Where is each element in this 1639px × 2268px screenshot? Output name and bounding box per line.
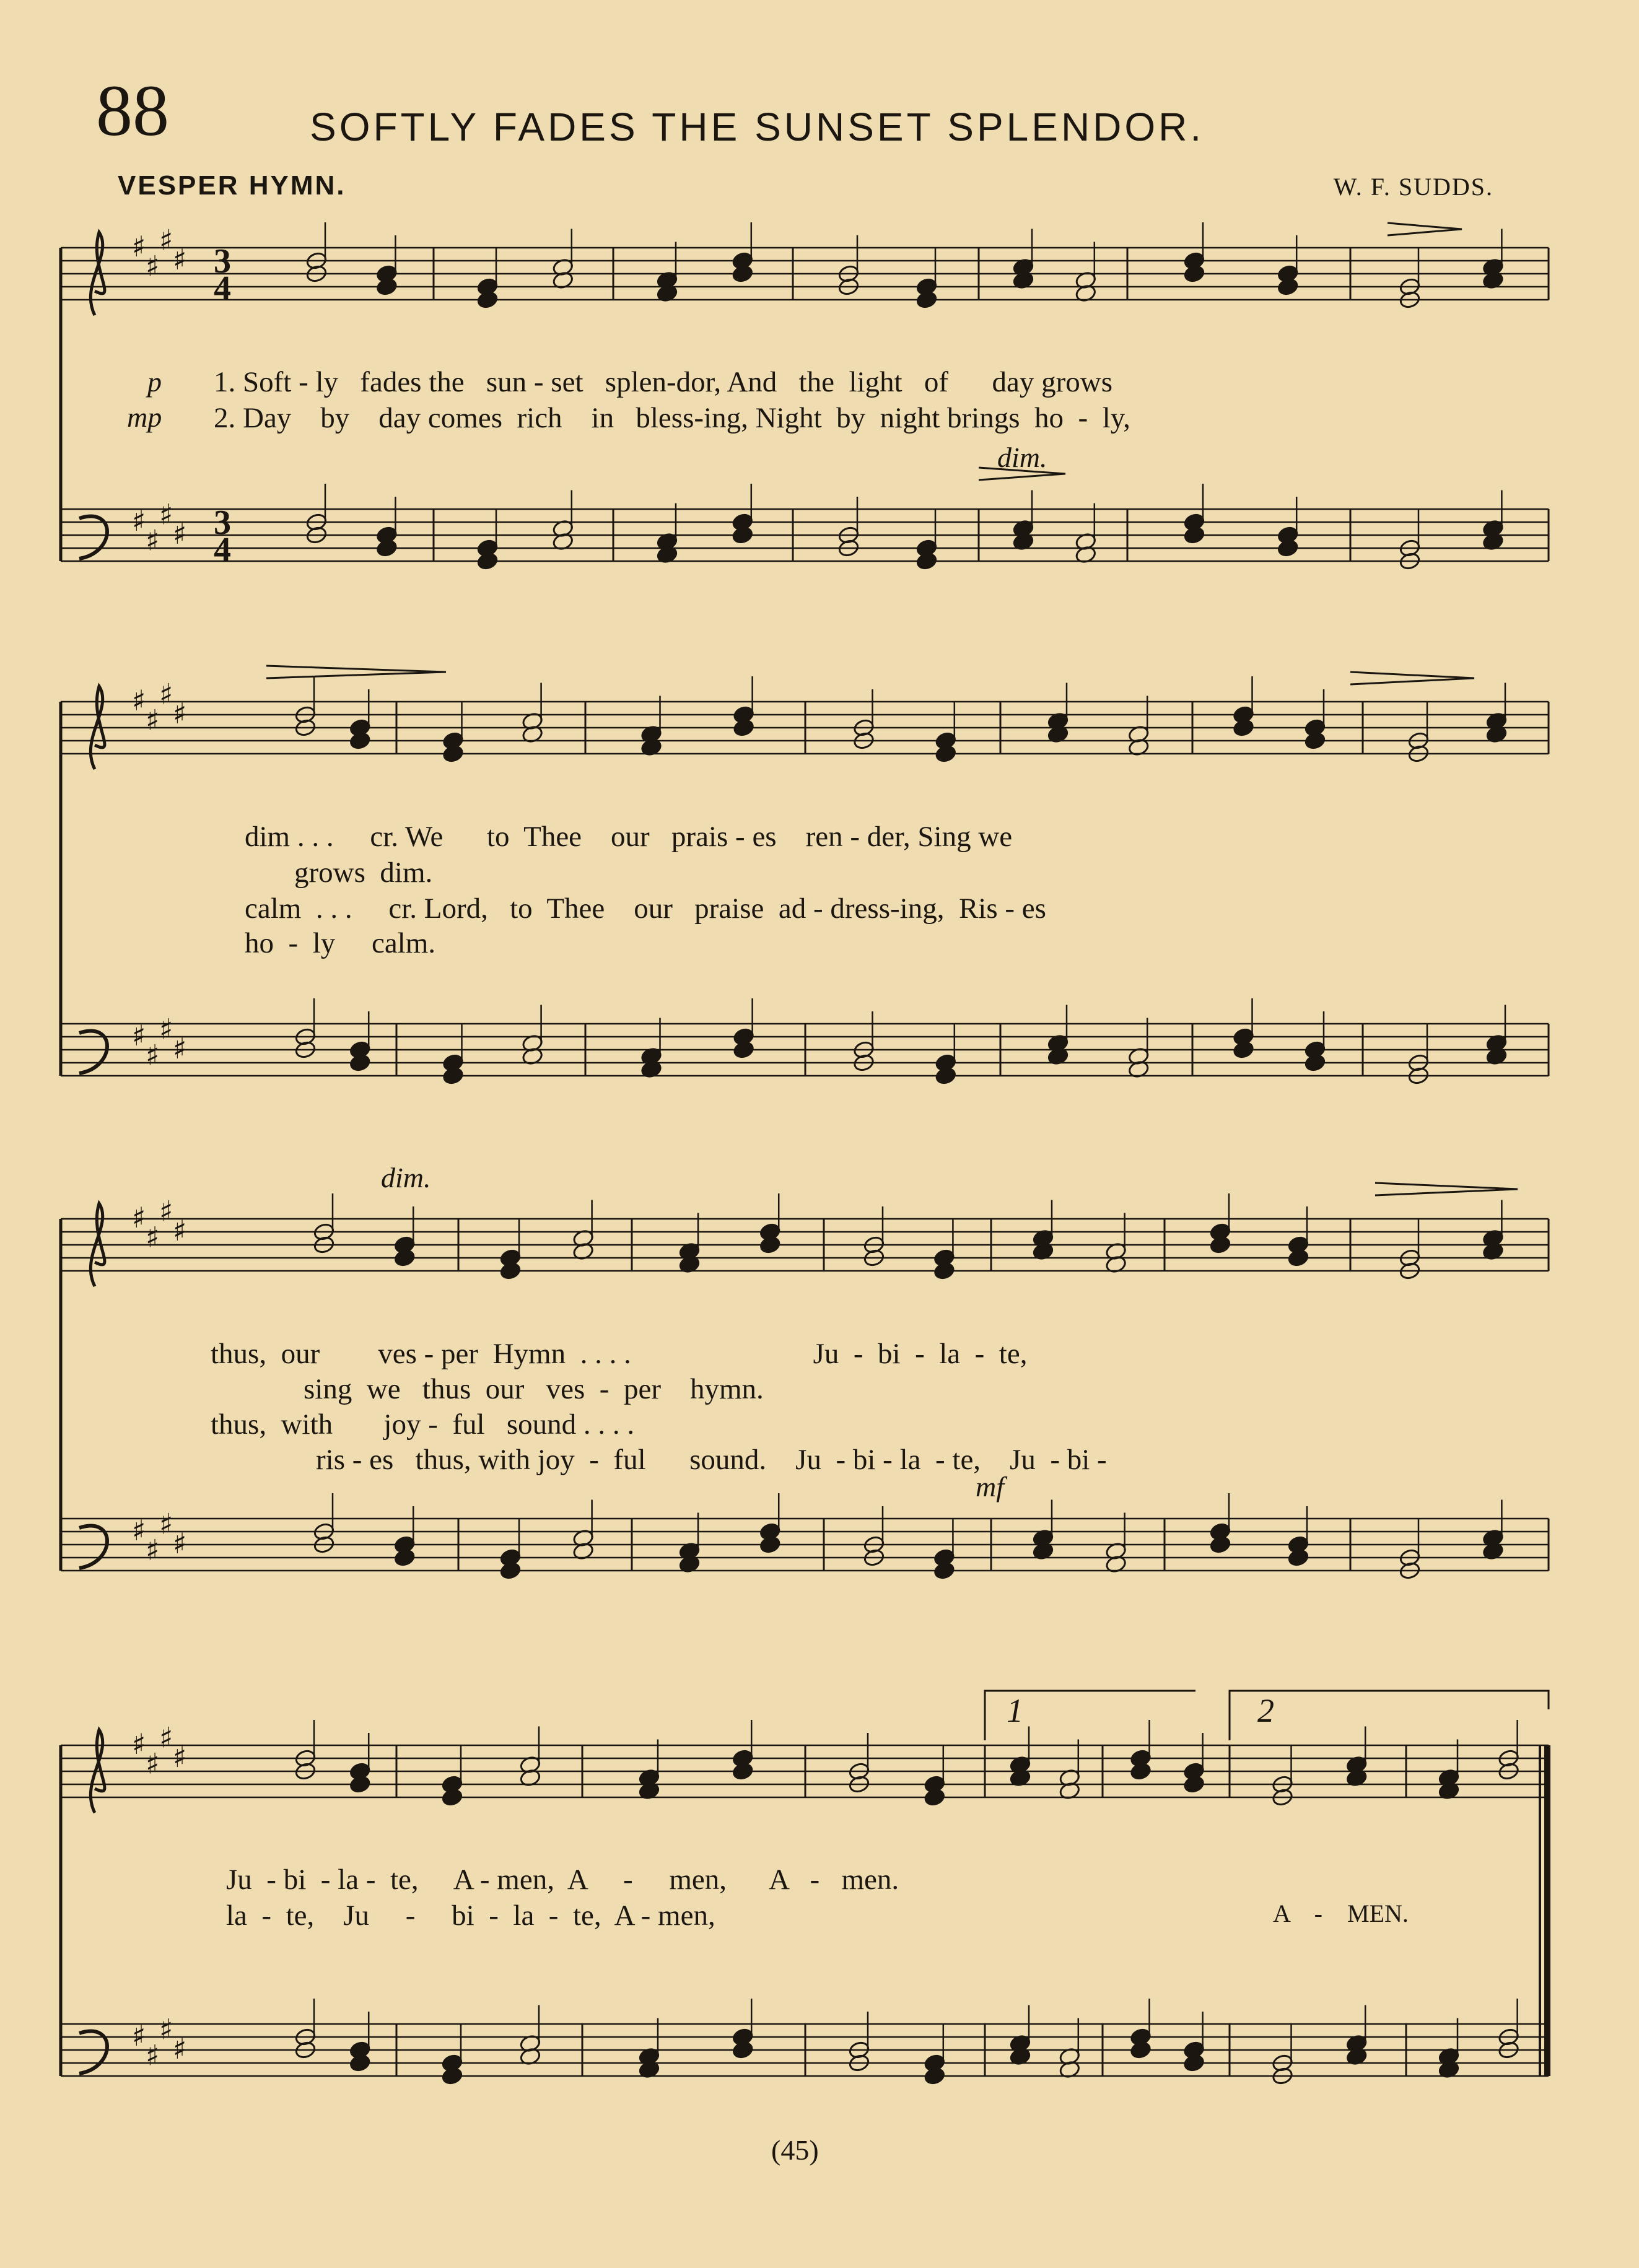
treble-notehead [349,1775,371,1794]
lyric-line: dim . . . cr. We to Thee our prais - es ren - der, Sing we [245,821,1013,853]
hymn-number: 88 [96,70,169,151]
treble-notehead [732,1762,754,1781]
bass-notehead [376,539,398,558]
dynamic-hairpin [1388,223,1462,235]
sharp-sign: ♯ [132,1514,146,1547]
bass-notehead [916,552,938,571]
sharp-sign: ♯ [146,1533,160,1567]
sharp-sign: ♯ [146,523,160,557]
treble-notehead [499,1262,522,1281]
sharp-sign: ♯ [159,1721,173,1755]
dynamic-hairpin [1350,672,1474,684]
first-ending-number: 1 [1007,1692,1023,1729]
dynamic-mezzo-piano: mp [127,401,162,433]
treble-notehead [933,1262,956,1281]
lyric-line: 1. Soft - ly fades the sun - set splen-dor, And the light of day grows [214,366,1113,398]
dim-marking: dim. [997,442,1047,473]
lyric-line: calm . . . cr. Lord, to Thee our praise ad - dress-ing, Ris - es [245,892,1046,925]
treble-notehead [1304,731,1326,751]
treble-notehead [349,731,371,751]
sharp-sign: ♯ [132,1727,146,1761]
sharp-sign: ♯ [132,504,146,538]
sharp-sign: ♯ [159,2012,173,2046]
treble-notehead [1209,1236,1231,1255]
bass-notehead [933,1561,956,1581]
second-ending-bracket [1230,1691,1549,1740]
dynamic-piano: p [147,366,162,398]
bass-notehead [1183,2054,1205,2073]
bass-notehead [499,1561,522,1581]
sharp-sign: ♯ [146,703,160,737]
sharp-sign: ♯ [132,2019,146,2052]
treble-notehead [732,264,754,284]
tune-name: VESPER HYMN. [118,170,346,201]
sharp-sign: ♯ [173,1527,187,1560]
sharp-sign: ♯ [159,223,173,257]
sharp-sign: ♯ [173,1032,187,1065]
hymn-title: SOFTLY FADES THE SUNSET SPLENDOR. [310,105,1205,149]
sharp-sign: ♯ [146,1220,160,1254]
sharp-sign: ♯ [173,1740,187,1774]
treble-notehead [1183,264,1205,284]
bass-notehead [1287,1548,1309,1568]
bass-notehead [1304,1053,1326,1073]
bass-notehead [1233,1040,1255,1060]
time-sig-bass: 4 [214,531,231,569]
treble-notehead [916,290,938,310]
sharp-sign: ♯ [132,1019,146,1052]
dynamic-hairpin [1375,1183,1518,1195]
sharp-sign: ♯ [173,1214,187,1247]
bass-notehead [759,1535,781,1555]
treble-notehead [476,290,499,310]
lyric-line: sing we thus our ves - per hymn. [304,1373,764,1405]
sharp-sign: ♯ [132,230,146,263]
lyric-line: Ju - bi - la - te, A - men, A - men, A - men. [226,1864,899,1896]
bass-notehead [1277,539,1299,558]
treble-notehead [1130,1762,1152,1781]
bass-notehead [476,552,499,571]
bass-notehead [1130,2041,1152,2060]
second-ending-number: 2 [1257,1692,1274,1729]
treble-notehead [393,1249,416,1268]
sharp-sign: ♯ [146,1747,160,1781]
bass-notehead [732,526,754,545]
dynamic-hairpin [266,666,446,678]
lyric-line: 2. Day by day comes rich in bless-ing, Night by night brings ho - ly, [214,402,1130,434]
bass-notehead [349,2054,371,2073]
page-number: (45) [771,2134,819,2166]
lyric-line: thus, with joy - ful sound . . . . [211,1408,635,1441]
bass-notehead [935,1066,957,1086]
sharp-sign: ♯ [173,697,187,730]
time-sig-treble: 3 [214,242,231,281]
sharp-sign: ♯ [132,1201,146,1234]
treble-notehead [441,1788,463,1807]
sharp-sign: ♯ [173,517,187,551]
lyric-line: la - te, Ju - bi - la - te, A - men, [226,1899,715,1932]
treble-notehead [1183,1775,1205,1794]
sharp-sign: ♯ [173,2032,187,2065]
mf-marking: mf [976,1471,1004,1503]
bass-notehead [732,2041,754,2060]
treble-notehead [759,1236,781,1255]
composer-name: W. F. SUDDS. [1333,173,1493,201]
sharp-sign: ♯ [159,1012,173,1046]
sharp-sign: ♯ [159,1194,173,1228]
sharp-sign: ♯ [159,1507,173,1541]
treble-notehead [924,1788,946,1807]
treble-notehead [1233,718,1255,738]
dim-marking: dim. [381,1162,431,1193]
treble-notehead [935,744,957,764]
lyric-line: A - MEN. [1273,1899,1409,1927]
sharp-sign: ♯ [146,1038,160,1072]
bass-notehead [393,1548,416,1568]
bass-notehead [1209,1535,1231,1555]
bass-notehead [441,2067,463,2086]
treble-notehead [442,744,465,764]
lyric-line: grows dim. [294,857,433,889]
treble-notehead [376,277,398,297]
lyric-line: ho - ly calm. [245,927,436,959]
bass-notehead [1183,526,1205,545]
sharp-sign: ♯ [173,243,187,276]
sharp-sign: ♯ [159,677,173,711]
sharp-sign: ♯ [146,249,160,283]
time-sig-bass: 3 [214,504,231,542]
bass-notehead [924,2067,946,2086]
sharp-sign: ♯ [159,497,173,531]
time-sig-treble: 4 [214,269,231,308]
treble-notehead [1277,277,1299,297]
lyric-line: thus, our ves - per Hymn . . . . Ju - bi - la - te, [211,1338,1028,1370]
bass-notehead [442,1066,465,1086]
sharp-sign: ♯ [146,2038,160,2072]
sharp-sign: ♯ [132,684,146,717]
bass-notehead [733,1040,755,1060]
treble-notehead [733,718,755,738]
lyric-line: ris - es thus, with joy - ful sound. Ju - bi - la - te, Ju - bi - [316,1444,1107,1476]
treble-notehead [1287,1249,1309,1268]
bass-notehead [349,1053,371,1073]
